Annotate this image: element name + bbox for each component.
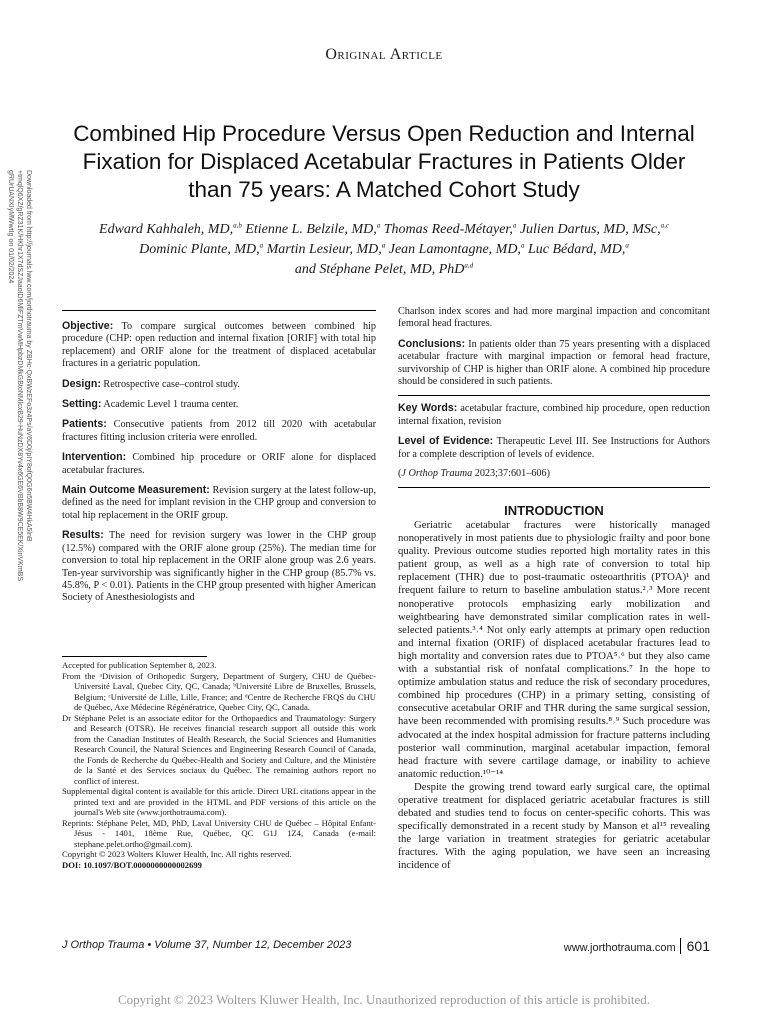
footnote-rule xyxy=(62,656,207,657)
footer-url[interactable]: www.jorthotrauma.com xyxy=(563,942,676,954)
abstract-left-column xyxy=(62,320,376,612)
introduction-paragraph: Despite the growing trend toward early surgical care, the optimal operative treatment for displaced geriatric acetabular fractures is still debated and studies tend to focus on center-specific cohorts. This was specifically demonstrated in a recent study by Manson et al¹⁵ revealing the large variation in treatment strategies for geriatric acetabular fractures. With the aging population, we have seen an increasing incidence of xyxy=(398,780,710,872)
footer-journal-info: J Orthop Trauma • Volume 37, Number 12, December 2023 xyxy=(62,939,352,951)
abstract-bottom-rule xyxy=(398,487,710,488)
abstract-results-continued: Charlson index scores and had more marginal impaction and concomitant femoral head fractures. xyxy=(398,306,710,330)
footnote-reprints: Reprints: Stéphane Pelet, MD, PhD, Laval University CHU de Québec – Hôpital Enfant-Jésus - 1401, 18ème Rue, Québec, QC G1J 1Z4, Canada (e-mail: stephane.pelet.ortho@gmail.com). xyxy=(62,817,376,849)
introduction-body xyxy=(398,519,710,873)
introduction-heading: INTRODUCTION xyxy=(504,503,604,518)
author: Thomas Reed-Métayer,$^a$ xyxy=(383,221,517,237)
footnote-affiliations: From the ᵃDivision of Orthopedic Surgery, Department of Surgery, CHU de Québec-Université Laval, Quebec City, QC, Canada; ᵇUniversité Libre de Bruxelles, Brussels, Belgium; ᶜUniversité de Lille, Lille, France; and ᵈCentre de Recherche FRQS du CHU de Québec, Axe Médecine Régénératrice, Quebec City, QC, Canada. xyxy=(62,670,376,712)
author: Luc Bédard, MD,$^a$ xyxy=(527,241,629,257)
article-title: Combined Hip Procedure Versus Open Reduction and Internal Fixation for Displaced Acetabular Fractures in Patients Older than 75 years: A Matched Cohort Study xyxy=(73,121,695,202)
abstract-divider xyxy=(398,395,710,396)
author: Etienne L. Belzile, MD,$^a$ xyxy=(245,221,381,237)
author: Edward Kahhaleh, MD,$^{a,b}$ xyxy=(99,221,242,237)
introduction-paragraph: Geriatric acetabular fractures were historically managed nonoperatively in most patients due to physiologic frailty and poor bone quality. Previous outcome studies reported high mortality rates in this patient group, as well as a high rate of conversion to total hip replacement (THR) due to post-traumatic osteoarthritis (PTOA)¹ and frequent failure to return to baseline ambulation status.²˒³ More recent nonoperative protocols emphasizing early mobilization and weightbearing have demonstrated similar complication rates in well-selected patients.³˒⁴ Not only early attempts at primary open reduction and internal fixation (ORIF) of displaced acetabular fractures lead to high mortality and conversion rates due to PTOA⁵˒⁶ but they also came with a substantial risk of nonfatal complications.⁷ In the hope to optimize ambulation status and reduce the risk of secondary procedures, combined hip procedures (CHP) in a primary setting, consisting of consecutive acetabular ORIF and THR during the same surgical session, have been recommended with promising results.⁸˒⁹ Such procedure was advocated at the index hospital admission for fracture patterns including posterior wall comminution, marginal acetabular impaction, femoral head fracture with severe cartilage damage, or inability to achieve anatomic reduction.¹⁰⁻¹⁴ xyxy=(398,519,710,780)
author: and Stéphane Pelet, MD, PhD$^{a,d}$ xyxy=(294,261,474,277)
abstract-right-column xyxy=(398,306,710,488)
author: Dominic Plante, MD,$^a$ xyxy=(139,241,264,257)
footnote-doi: DOI: 10.1097/BOT.0000000000002699 xyxy=(62,859,202,870)
author: Julien Dartus, MD, MSc,$^{a,c}$ xyxy=(519,221,669,237)
abstract-keywords: Key Words: acetabular fracture, combined hip procedure, open reduction internal fixation, revision xyxy=(398,402,711,427)
footnotes xyxy=(62,660,376,870)
abstract-results: Results: The need for revision surgery was lower in the CHP group (12.5%) compared with the ORIF alone group (25%). The median time for conversion to total hip replacement in the ORIF alone group was 2.6 years. Ten-year survivorship was significantly higher in the CHP group (85.7% vs. 45.8%, P < 0.01). Patients in the CHP group presented with higher American Society of Anesthesiologists and xyxy=(62,529,376,604)
abstract-setting: Setting: Academic Level 1 trauma center. xyxy=(62,398,239,411)
download-watermark: Downloaded from http://journals.lww.com/jorthotrauma by ZBHc-QxBWzEFo3z4Ps/aV6D0j/pIY8ofQ0G6n5BW4HkA5lnB +tmqlQ6XZ/gRZ31K/HKhr1X7dSZJaaoID6MlFZTmVwMHpbzDMkGBtoNMlcxB29-HuNzDX8Yv4x6GE6VBbB8W9CE5EK/XinVKmBS gRUrUANXIyMWwtIg on 01/02/2024 xyxy=(7,170,32,581)
author: Martin Lesieur, MD,$^a$ xyxy=(266,241,386,257)
author: Jean Lamontagne, MD,$^a$ xyxy=(388,241,525,257)
abstract-intervention: Intervention: Combined hip procedure or ORIF alone for displaced acetabular fractures. xyxy=(62,451,376,476)
copyright-notice: Copyright © 2023 Wolters Kluwer Health, Inc. Unauthorized reproduction of this article is prohibited. xyxy=(117,992,651,1007)
footer-page-info xyxy=(564,938,710,954)
abstract-conclusions: Conclusions: In patients older than 75 years presenting with a displaced acetabular fracture with marginal impaction or femoral head fracture, survivorship of CHP is higher than ORIF alone. A combined hip procedure should be considered in such patients. xyxy=(398,337,711,388)
page-number: 601 xyxy=(680,938,710,954)
abstract-citation: (J Orthop Trauma 2023;37:601–606) xyxy=(398,468,550,480)
abstract-main-outcome: Main Outcome Measurement: Revision surgery at the latest follow-up, defined as the need for implant revision in the CHP group and conversion to total hip replacement in the ORIF group. xyxy=(62,484,376,521)
footnote-copyright: Copyright © 2023 Wolters Kluwer Health, Inc. All rights reserved. xyxy=(62,849,292,859)
abstract-level-of-evidence: Level of Evidence: Therapeutic Level III. See Instructions for Authors for a complete description of levels of evidence. xyxy=(398,435,710,460)
footnote-supplemental: Supplemental digital content is available for this article. Direct URL citations appear in the printed text and are provided in the HTML and PDF versions of this article on the journal's Web site (www.jorthotrauma.com). xyxy=(62,786,376,817)
abstract-design: Design: Retrospective case–control study. xyxy=(62,377,240,390)
abstract-objective: Objective: To compare surgical outcomes between combined hip procedure (CHP: open reduction and internal fixation [ORIF] with total hip replacement) and ORIF alone for the treatment of displaced acetabular fractures in a geriatric population. xyxy=(62,320,376,370)
section-label: Original Article xyxy=(325,46,443,63)
footnote-disclosure: Dr Stéphane Pelet is an associate editor for the Orthopaedics and Traumatology: Surgery and Research (OTSR). He receives financial research support all outside this work from the Canadian Institutes of Health Research, the Social Sciences and Humanities Research Council, the Natural Sciences and Engineering Research Council of Canada, the Fonds de Recherche du Québec-Health and Society and Culture, and the Ministère de la Santé et des Services sociaux du Québec. The remaining authors report no conflict of interest. xyxy=(62,712,376,786)
footnote-accepted: Accepted for publication September 8, 2023. xyxy=(62,660,217,670)
author-list xyxy=(60,220,708,280)
abstract-patients: Patients: Consecutive patients from 2012 till 2020 with acetabular fractures fitting inclusion criteria were enrolled. xyxy=(62,418,376,443)
abstract-top-rule xyxy=(62,310,376,311)
